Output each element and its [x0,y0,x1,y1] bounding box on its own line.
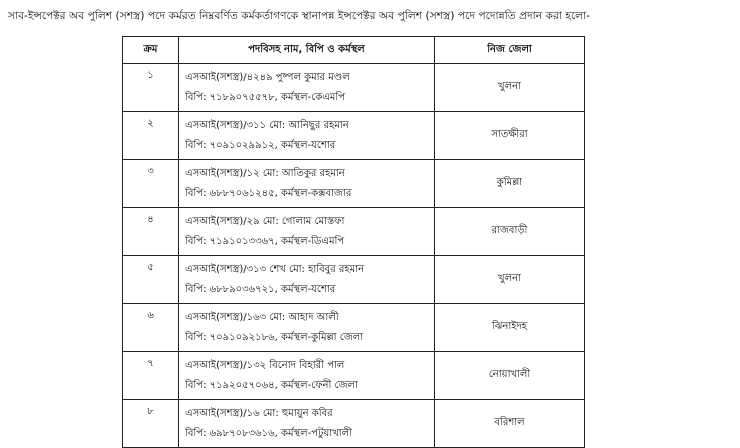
row-district: কুমিল্লা [435,160,585,208]
row-serial: ৩ [123,160,179,208]
row-details [179,400,435,448]
row-serial: ৬ [123,304,179,352]
table-row [123,112,585,160]
header-details: পদবিসহ নাম, বিপি ও কর্মস্থল [179,37,435,64]
row-name-line: এসআই(সশস্ত্র)/১৬ মো: হুমায়ুন কবির [185,407,333,419]
row-district: রাজবাড়ী [435,208,585,256]
row-details [179,304,435,352]
row-details [179,160,435,208]
row-name-line: এসআই(সশস্ত্র)/১২ মো: আতিকুর রহমান [185,167,345,179]
row-name-line: এসআই(সশস্ত্র)/৩১৩ শেখ মো: হাবিবুর রহমান [185,263,365,275]
table-body [123,64,585,448]
row-serial: ২ [123,112,179,160]
row-bp-line: বিপি: ৭১৯২০৫৭০৬৪, কর্মস্থল-ফেনী জেলা [185,379,358,391]
row-details [179,112,435,160]
row-serial: ৪ [123,208,179,256]
row-district: সাতক্ষীরা [435,112,585,160]
row-bp-line: বিপি: ৬৮৮৯০৩৬৭২১, কর্মস্থল-যশোর [185,283,336,295]
row-district: খুলনা [435,256,585,304]
row-serial: ১ [123,64,179,112]
table-row [123,256,585,304]
row-details [179,256,435,304]
row-district: নোয়াখালী [435,352,585,400]
row-bp-line: বিপি: ৬৯৮৭০৮৩৬১৬, কর্মস্থল-পটুয়াখালী [185,427,352,439]
row-name-line: এসআই(সশস্ত্র)/৪২৪৯ পুষ্পল কুমার মণ্ডল [185,71,350,83]
header-serial: ক্রম [123,37,179,64]
row-serial: ৮ [123,400,179,448]
table-row [123,64,585,112]
row-serial: ৫ [123,256,179,304]
promotion-table [122,36,585,448]
table-row [123,304,585,352]
row-details [179,208,435,256]
table-row [123,208,585,256]
row-details [179,352,435,400]
row-name-line: এসআই(সশস্ত্র)/১৩২ বিনোদ বিহারী পাল [185,359,345,371]
row-serial: ৭ [123,352,179,400]
row-bp-line: বিপি: ৬৮৮৭০৬১২৪৫, কর্মস্থল-কক্সবাজার [185,187,352,199]
row-bp-line: বিপি: ৭১৯১০১৩৩৬৭, কর্মস্থল-ডিএমপি [185,235,345,247]
table-row [123,352,585,400]
row-name-line: এসআই(সশস্ত্র)/৩১১ মো: আনিছুর রহমান [185,119,349,131]
row-name-line: এসআই(সশস্ত্র)/১৬৩ মো: আহাদ আলী [185,311,339,323]
row-district: খুলনা [435,64,585,112]
row-bp-line: বিপি: ৭১৮৯০৭৫৫৭৮, কর্মস্থল-কেএমপি [185,91,346,103]
header-district: নিজ জেলা [435,37,585,64]
row-district: ঝিনাইদহ [435,304,585,352]
row-name-line: এসআই(সশস্ত্র)/২৯ মো: গোলাম মোস্তফা [185,215,345,227]
row-details [179,64,435,112]
promotion-heading: সাব-ইন্সপেক্টর অব পুলিশ (সশস্ত্র) পদে কর্মরত নিম্নবর্ণিত কর্মকর্তাগণকে স্থানাপন্ন ইন্সপেক্টর অব পুলিশ (সশস্ত্র) পদে পদোন্নতি প্রদান করা হলো- [8,10,591,22]
table-header-row [123,37,585,64]
row-bp-line: বিপি: ৭০৯১০২৯৯১২, কর্মস্থল-যশোর [185,139,336,151]
row-bp-line: বিপি: ৭০৯১০৯২১৮৬, কর্মস্থল-কুমিল্লা জেলা [185,331,364,343]
table-row [123,400,585,448]
table-row [123,160,585,208]
row-district: বরিশাল [435,400,585,448]
